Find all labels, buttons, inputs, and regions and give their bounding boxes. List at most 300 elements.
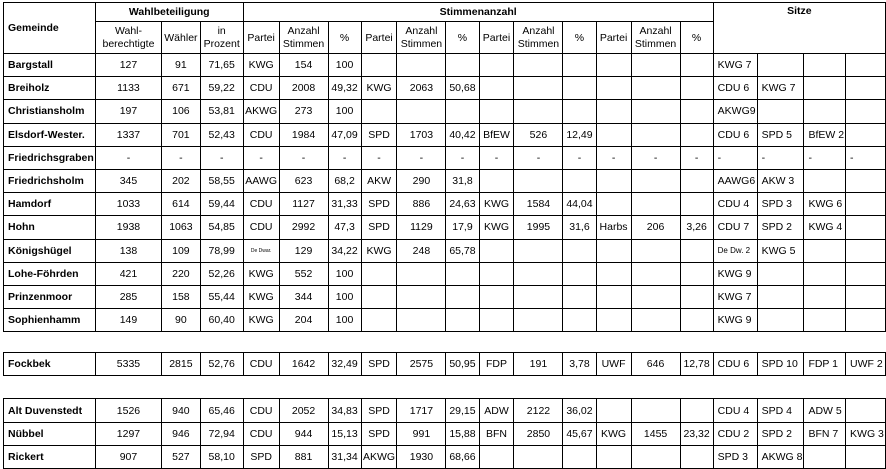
partei-cell: SPD [361, 353, 397, 376]
partei-cell: De Dwar. [243, 239, 279, 262]
percent-cell: - [563, 146, 596, 169]
percent-cell: 23,32 [680, 422, 713, 445]
wahlbeteiligung-prozent-cell: - [200, 146, 243, 169]
partei-cell [596, 309, 631, 332]
partei-cell [596, 169, 631, 192]
col-header-partei: Partei [361, 22, 397, 54]
anzahl-stimmen-cell: 1455 [631, 422, 680, 445]
percent-cell [680, 445, 713, 468]
sitze-cell: - [757, 146, 804, 169]
partei-cell [479, 239, 514, 262]
anzahl-stimmen-cell [514, 285, 563, 308]
waehler-cell: 2815 [162, 353, 200, 376]
partei-cell [596, 54, 631, 77]
percent-cell: 12,49 [563, 123, 596, 146]
col-header-gemeinde: Gemeinde [4, 3, 96, 54]
partei-cell: UWF [596, 353, 631, 376]
sitze-cell [804, 169, 846, 192]
waehler-cell: 220 [162, 262, 200, 285]
partei-cell: Harbs [596, 216, 631, 239]
partei-cell: KWG [243, 262, 279, 285]
wahlbeteiligung-prozent-cell: 55,44 [200, 285, 243, 308]
partei-cell: CDU [243, 422, 279, 445]
anzahl-stimmen-cell [514, 445, 563, 468]
sitze-cell: CDU 2 [713, 422, 757, 445]
percent-cell: 3,26 [680, 216, 713, 239]
partei-cell: KWG [243, 285, 279, 308]
wahlberechtigte-cell: 5335 [95, 353, 161, 376]
wahlbeteiligung-prozent-cell: 58,55 [200, 169, 243, 192]
percent-cell [563, 239, 596, 262]
percent-cell: 3,78 [563, 353, 596, 376]
partei-cell [361, 262, 397, 285]
partei-cell: - [361, 146, 397, 169]
partei-cell: SPD [361, 422, 397, 445]
anzahl-stimmen-cell: 1703 [397, 123, 446, 146]
sitze-cell [846, 399, 886, 422]
partei-cell: KWG [479, 193, 514, 216]
header-stimmenanzahl: Stimmenanzahl [243, 3, 713, 22]
table-row [4, 123, 886, 146]
partei-cell: KWG [243, 54, 279, 77]
anzahl-stimmen-cell [514, 239, 563, 262]
partei-cell [596, 239, 631, 262]
sitze-cell: CDU 6 [713, 353, 757, 376]
sitze-cell: BFN 7 [804, 422, 846, 445]
anzahl-stimmen-cell: 2122 [514, 399, 563, 422]
sitze-cell: BfEW 2 [804, 123, 846, 146]
sitze-cell [846, 77, 886, 100]
anzahl-stimmen-cell [514, 309, 563, 332]
percent-cell [563, 285, 596, 308]
anzahl-stimmen-cell [631, 100, 680, 123]
percent-cell: - [446, 146, 479, 169]
percent-cell: - [680, 146, 713, 169]
table-row [4, 445, 886, 468]
percent-cell: 100 [328, 100, 361, 123]
sitze-cell [804, 309, 846, 332]
percent-cell [446, 309, 479, 332]
partei-cell [596, 445, 631, 468]
partei-cell: CDU [243, 353, 279, 376]
partei-cell: CDU [243, 216, 279, 239]
sitze-cell: AAWG6 [713, 169, 757, 192]
waehler-cell: 946 [162, 422, 200, 445]
wahlbeteiligung-prozent-cell: 72,94 [200, 422, 243, 445]
anzahl-stimmen-cell [631, 193, 680, 216]
percent-cell: 47,09 [328, 123, 361, 146]
percent-cell: 50,68 [446, 77, 479, 100]
col-header-anzahl-stimmen: Anzahl Stimmen [631, 22, 680, 54]
anzahl-stimmen-cell [631, 399, 680, 422]
wahlberechtigte-cell: 149 [95, 309, 161, 332]
anzahl-stimmen-cell: 2575 [397, 353, 446, 376]
sitze-cell: KWG 9 [713, 262, 757, 285]
table-row [4, 77, 886, 100]
sitze-cell: De Dw. 2 [713, 239, 757, 262]
col-header-partei: Partei [243, 22, 279, 54]
percent-cell: 68,2 [328, 169, 361, 192]
sitze-cell: UWF 2 [846, 353, 886, 376]
anzahl-stimmen-cell: 273 [279, 100, 328, 123]
waehler-cell: 202 [162, 169, 200, 192]
partei-cell: KWG [361, 239, 397, 262]
partei-cell [361, 54, 397, 77]
wahlbeteiligung-prozent-cell: 52,76 [200, 353, 243, 376]
gemeinde-name: Lohe-Föhrden [4, 262, 96, 285]
anzahl-stimmen-cell: - [631, 146, 680, 169]
partei-cell [596, 262, 631, 285]
wahlbeteiligung-prozent-cell: 71,65 [200, 54, 243, 77]
percent-cell [680, 285, 713, 308]
partei-cell: AKWG [361, 445, 397, 468]
wahlberechtigte-cell: 1033 [95, 193, 161, 216]
anzahl-stimmen-cell [631, 285, 680, 308]
waehler-cell: 527 [162, 445, 200, 468]
anzahl-stimmen-cell: 646 [631, 353, 680, 376]
gemeinde-name: Alt Duvenstedt [4, 399, 96, 422]
gemeinde-name: Sophienhamm [4, 309, 96, 332]
partei-cell [479, 445, 514, 468]
anzahl-stimmen-cell [631, 123, 680, 146]
spacer-row [4, 332, 886, 353]
sitze-cell [804, 239, 846, 262]
sitze-cell [846, 54, 886, 77]
waehler-cell: 109 [162, 239, 200, 262]
partei-cell: CDU [243, 123, 279, 146]
percent-cell: 15,88 [446, 422, 479, 445]
partei-cell [361, 309, 397, 332]
partei-cell: SPD [361, 216, 397, 239]
sitze-cell: FDP 1 [804, 353, 846, 376]
partei-cell [479, 262, 514, 285]
sitze-cell [846, 216, 886, 239]
spacer-cell [4, 376, 886, 399]
partei-cell: AAWG [243, 169, 279, 192]
sitze-cell: KWG 7 [713, 54, 757, 77]
wahlberechtigte-cell: 285 [95, 285, 161, 308]
table-row [4, 285, 886, 308]
percent-cell: 12,78 [680, 353, 713, 376]
percent-cell: 68,66 [446, 445, 479, 468]
anzahl-stimmen-cell: - [514, 146, 563, 169]
anzahl-stimmen-cell [631, 77, 680, 100]
anzahl-stimmen-cell: 2850 [514, 422, 563, 445]
percent-cell: 100 [328, 309, 361, 332]
percent-cell: 31,33 [328, 193, 361, 216]
results-sheet [3, 2, 886, 469]
wahlbeteiligung-prozent-cell: 54,85 [200, 216, 243, 239]
anzahl-stimmen-cell: 881 [279, 445, 328, 468]
anzahl-stimmen-cell: 552 [279, 262, 328, 285]
percent-cell [680, 54, 713, 77]
col-header-partei: Partei [479, 22, 514, 54]
sitze-cell: ADW 5 [804, 399, 846, 422]
partei-cell [596, 285, 631, 308]
percent-cell [680, 100, 713, 123]
anzahl-stimmen-cell [631, 309, 680, 332]
waehler-cell: 90 [162, 309, 200, 332]
sitze-cell: SPD 2 [757, 216, 804, 239]
anzahl-stimmen-cell: 2008 [279, 77, 328, 100]
partei-cell: CDU [243, 77, 279, 100]
wahlbeteiligung-prozent-cell: 58,10 [200, 445, 243, 468]
percent-cell: 65,78 [446, 239, 479, 262]
anzahl-stimmen-cell [514, 77, 563, 100]
partei-cell [479, 100, 514, 123]
percent-cell [563, 54, 596, 77]
waehler-cell: 940 [162, 399, 200, 422]
sitze-cell [846, 193, 886, 216]
sitze-cell [757, 100, 804, 123]
col-header-partei: Partei [596, 22, 631, 54]
percent-cell: 44,04 [563, 193, 596, 216]
wahlberechtigte-cell: 907 [95, 445, 161, 468]
sitze-cell [804, 262, 846, 285]
wahlberechtigte-cell: 138 [95, 239, 161, 262]
col-header-percent: % [680, 22, 713, 54]
table-row [4, 353, 886, 376]
waehler-cell: 158 [162, 285, 200, 308]
percent-cell [563, 262, 596, 285]
partei-cell: KWG [361, 77, 397, 100]
percent-cell [680, 399, 713, 422]
anzahl-stimmen-cell [397, 309, 446, 332]
sitze-cell [846, 309, 886, 332]
wahlbeteiligung-prozent-cell: 60,40 [200, 309, 243, 332]
sitze-cell [804, 54, 846, 77]
waehler-cell: 106 [162, 100, 200, 123]
table-row [4, 262, 886, 285]
anzahl-stimmen-cell [631, 262, 680, 285]
anzahl-stimmen-cell: 1642 [279, 353, 328, 376]
col-header-anzahl-stimmen: Anzahl Stimmen [514, 22, 563, 54]
anzahl-stimmen-cell: 1584 [514, 193, 563, 216]
waehler-cell: 701 [162, 123, 200, 146]
partei-cell: SPD [243, 445, 279, 468]
percent-cell: 36,02 [563, 399, 596, 422]
sitze-cell: KWG 3 [846, 422, 886, 445]
table-row [4, 309, 886, 332]
anzahl-stimmen-cell: 1984 [279, 123, 328, 146]
partei-cell: SPD [361, 123, 397, 146]
wahlbeteiligung-prozent-cell: 59,22 [200, 77, 243, 100]
anzahl-stimmen-cell: 623 [279, 169, 328, 192]
wahlbeteiligung-prozent-cell: 78,99 [200, 239, 243, 262]
anzahl-stimmen-cell [397, 100, 446, 123]
wahlberechtigte-cell: 1938 [95, 216, 161, 239]
wahlbeteiligung-prozent-cell: 52,43 [200, 123, 243, 146]
partei-cell: BFN [479, 422, 514, 445]
anzahl-stimmen-cell: 2992 [279, 216, 328, 239]
anzahl-stimmen-cell: 1129 [397, 216, 446, 239]
partei-cell: AKWG [243, 100, 279, 123]
table-row [4, 422, 886, 445]
anzahl-stimmen-cell: 248 [397, 239, 446, 262]
sitze-cell: KWG 7 [713, 285, 757, 308]
sitze-cell: AKWG 8 [757, 445, 804, 468]
percent-cell [446, 262, 479, 285]
header-wahlbeteiligung: Wahlbeteiligung [95, 3, 243, 22]
anzahl-stimmen-cell: 991 [397, 422, 446, 445]
table-row [4, 193, 886, 216]
anzahl-stimmen-cell [631, 54, 680, 77]
anzahl-stimmen-cell: 1127 [279, 193, 328, 216]
waehler-cell: 614 [162, 193, 200, 216]
anzahl-stimmen-cell: 526 [514, 123, 563, 146]
partei-cell [596, 193, 631, 216]
spacer-cell [4, 332, 886, 353]
wahlbeteiligung-prozent-cell: 59,44 [200, 193, 243, 216]
waehler-cell: 671 [162, 77, 200, 100]
sitze-cell: CDU 4 [713, 399, 757, 422]
table-row [4, 146, 886, 169]
sitze-cell [846, 123, 886, 146]
partei-cell [596, 77, 631, 100]
gemeinde-name: Nübbel [4, 422, 96, 445]
percent-cell: - [328, 146, 361, 169]
sitze-cell [804, 285, 846, 308]
percent-cell: 50,95 [446, 353, 479, 376]
sitze-cell: - [804, 146, 846, 169]
gemeinde-name: Friedrichsgraben [4, 146, 96, 169]
sitze-cell: KWG 7 [757, 77, 804, 100]
wahlberechtigte-cell: 1526 [95, 399, 161, 422]
wahlberechtigte-cell: 127 [95, 54, 161, 77]
anzahl-stimmen-cell: 1995 [514, 216, 563, 239]
percent-cell: 24,63 [446, 193, 479, 216]
sitze-cell: KWG 4 [804, 216, 846, 239]
wahlberechtigte-cell: 1337 [95, 123, 161, 146]
anzahl-stimmen-cell: 204 [279, 309, 328, 332]
partei-cell [361, 100, 397, 123]
sitze-cell: AKWG9 [713, 100, 757, 123]
percent-cell [446, 54, 479, 77]
sitze-cell: SPD 3 [713, 445, 757, 468]
partei-cell: KWG [479, 216, 514, 239]
anzahl-stimmen-cell [631, 169, 680, 192]
sitze-cell [757, 54, 804, 77]
partei-cell [596, 123, 631, 146]
anzahl-stimmen-cell: 944 [279, 422, 328, 445]
table-row [4, 54, 886, 77]
sitze-cell: - [713, 146, 757, 169]
percent-cell [563, 77, 596, 100]
sitze-cell [804, 100, 846, 123]
partei-cell: CDU [243, 193, 279, 216]
col-header-anzahl-stimmen: Anzahl Stimmen [279, 22, 328, 54]
sitze-cell: SPD 5 [757, 123, 804, 146]
sitze-cell: SPD 10 [757, 353, 804, 376]
sitze-cell: KWG 5 [757, 239, 804, 262]
percent-cell: 32,49 [328, 353, 361, 376]
gemeinde-name: Hohn [4, 216, 96, 239]
partei-cell: BfEW [479, 123, 514, 146]
partei-cell: - [479, 146, 514, 169]
percent-cell [680, 239, 713, 262]
partei-cell [596, 100, 631, 123]
table-row [4, 169, 886, 192]
sitze-cell: KWG 6 [804, 193, 846, 216]
table-row [4, 239, 886, 262]
sitze-cell: CDU 7 [713, 216, 757, 239]
percent-cell [680, 123, 713, 146]
gemeinde-name: Königshügel [4, 239, 96, 262]
percent-cell [680, 77, 713, 100]
anzahl-stimmen-cell: 2052 [279, 399, 328, 422]
col-header-waehler: Wähler [162, 22, 200, 54]
percent-cell: 31,6 [563, 216, 596, 239]
sitze-cell: SPD 3 [757, 193, 804, 216]
waehler-cell: 1063 [162, 216, 200, 239]
waehler-cell: - [162, 146, 200, 169]
waehler-cell: 91 [162, 54, 200, 77]
sitze-cell [804, 445, 846, 468]
anzahl-stimmen-cell [514, 262, 563, 285]
col-header-in-prozent: in Prozent [200, 22, 243, 54]
sitze-cell [757, 309, 804, 332]
table-row [4, 216, 886, 239]
percent-cell: 31,8 [446, 169, 479, 192]
partei-cell [479, 169, 514, 192]
partei-cell: ADW [479, 399, 514, 422]
gemeinde-name: Bargstall [4, 54, 96, 77]
percent-cell [563, 445, 596, 468]
wahlberechtigte-cell: 197 [95, 100, 161, 123]
wahlberechtigte-cell: 421 [95, 262, 161, 285]
partei-cell: CDU [243, 399, 279, 422]
anzahl-stimmen-cell [397, 285, 446, 308]
percent-cell [446, 100, 479, 123]
anzahl-stimmen-cell [514, 54, 563, 77]
percent-cell [680, 169, 713, 192]
partei-cell [479, 54, 514, 77]
percent-cell [446, 285, 479, 308]
anzahl-stimmen-cell: 886 [397, 193, 446, 216]
sitze-cell [757, 285, 804, 308]
wahlbeteiligung-prozent-cell: 65,46 [200, 399, 243, 422]
percent-cell [680, 193, 713, 216]
sitze-cell: CDU 6 [713, 77, 757, 100]
sitze-cell [846, 285, 886, 308]
election-results-table [3, 2, 886, 469]
sitze-cell: CDU 4 [713, 193, 757, 216]
anzahl-stimmen-cell: 290 [397, 169, 446, 192]
wahlberechtigte-cell: 1133 [95, 77, 161, 100]
wahlberechtigte-cell: 345 [95, 169, 161, 192]
gemeinde-name: Prinzenmoor [4, 285, 96, 308]
percent-cell: 31,34 [328, 445, 361, 468]
col-header-percent: % [328, 22, 361, 54]
percent-cell: 100 [328, 54, 361, 77]
percent-cell [563, 169, 596, 192]
partei-cell: SPD [361, 193, 397, 216]
anzahl-stimmen-cell [397, 54, 446, 77]
anzahl-stimmen-cell: 1717 [397, 399, 446, 422]
spacer-row [4, 376, 886, 399]
col-header-anzahl-stimmen: Anzahl Stimmen [397, 22, 446, 54]
anzahl-stimmen-cell [514, 169, 563, 192]
partei-cell: KWG [243, 309, 279, 332]
sitze-cell [846, 169, 886, 192]
sitze-cell [846, 239, 886, 262]
partei-cell [479, 309, 514, 332]
percent-cell: 40,42 [446, 123, 479, 146]
anzahl-stimmen-cell [631, 445, 680, 468]
gemeinde-name: Elsdorf-Wester. [4, 123, 96, 146]
partei-cell [479, 77, 514, 100]
partei-cell [361, 285, 397, 308]
